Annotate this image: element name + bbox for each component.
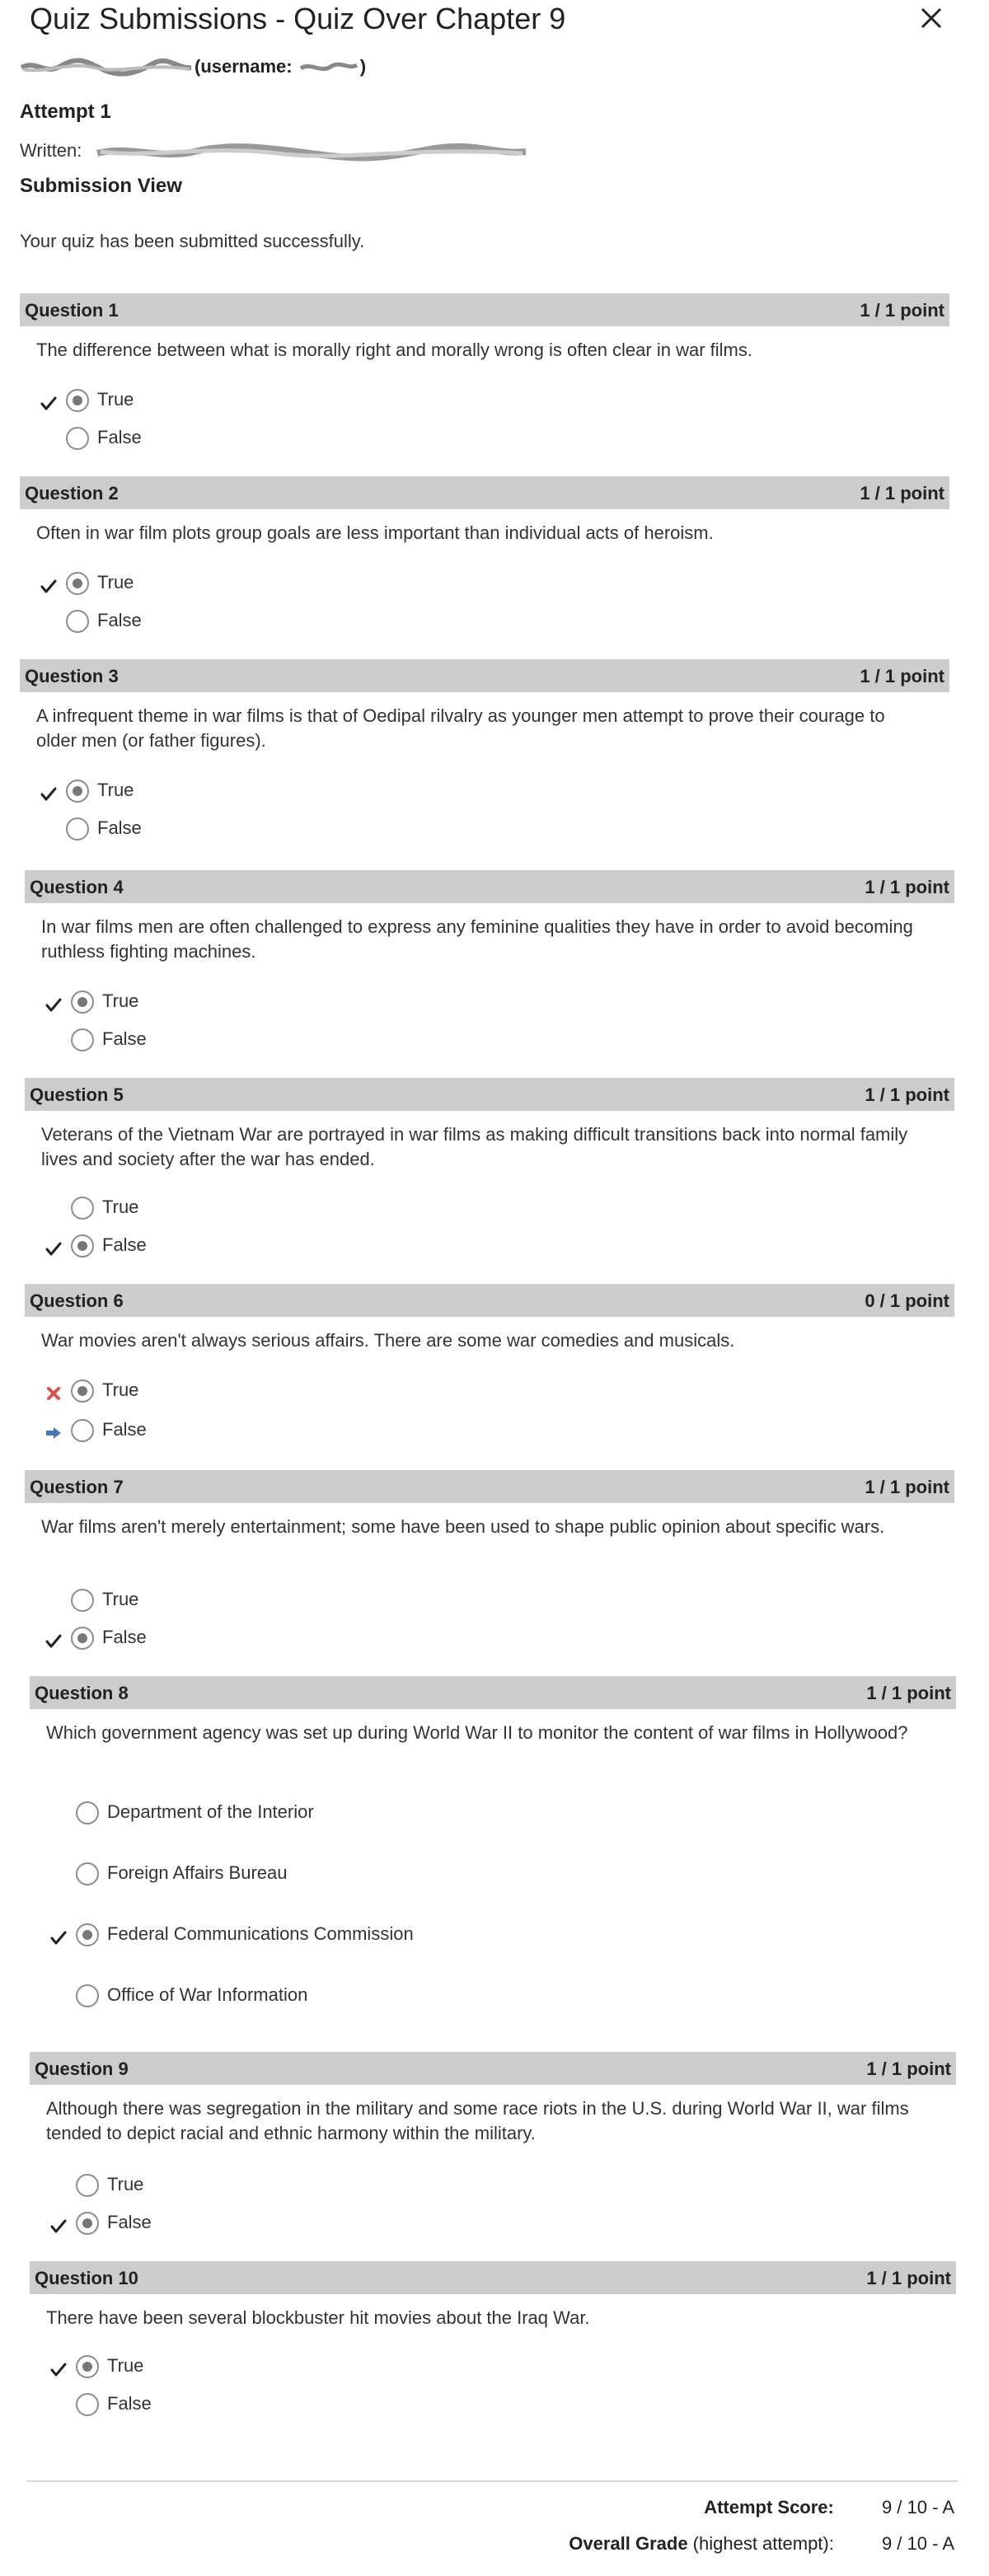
radio-unselected[interactable]: [71, 1197, 94, 1220]
question-block: [25, 1470, 954, 1539]
answer-option-label: Office of War Information: [107, 1984, 308, 2005]
answer-option-label: True: [102, 991, 139, 1011]
answer-option-label: False: [102, 1234, 147, 1255]
redacted-written: [96, 142, 527, 163]
question-title: Question 2: [25, 483, 119, 503]
radio-selected[interactable]: [76, 1923, 99, 1946]
question-text: War films aren't merely entertainment; some have been used to shape public opinion about specific wars.: [41, 1516, 885, 1537]
question-header: [20, 659, 949, 692]
question-header: [25, 1284, 954, 1317]
question-block: [20, 659, 949, 753]
answer-option[interactable]: [66, 570, 643, 597]
question-points: 1 / 1 point: [865, 1477, 949, 1497]
answer-option-label: Federal Communications Commission: [107, 1923, 414, 1944]
answer-option[interactable]: [76, 1983, 653, 2009]
page-title: Quiz Submissions - Quiz Over Chapter 9: [30, 2, 566, 35]
attempt-score-label: Attempt Score:: [704, 2497, 834, 2517]
question-title: Question 6: [30, 1290, 124, 1311]
answer-option-label: False: [97, 817, 142, 838]
question-header: [20, 293, 949, 326]
submission-view-title: Submission View: [20, 175, 182, 197]
checkmark-icon: [45, 995, 63, 1014]
question-text: In war films men are often challenged to express any feminine qualities they have in order to avoid becoming ruthless fighting machines.: [41, 916, 913, 962]
answer-option[interactable]: [66, 425, 643, 452]
radio-selected[interactable]: [71, 991, 94, 1014]
answer-option[interactable]: [71, 1587, 648, 1614]
redacted-name: [20, 58, 193, 77]
radio-selected[interactable]: [66, 780, 89, 803]
question-block: [30, 2261, 956, 2330]
radio-unselected[interactable]: [71, 1419, 94, 1442]
checkmark-icon: [49, 1928, 68, 1946]
checkmark-icon: [49, 2360, 68, 2378]
question-points: 0 / 1 point: [865, 1290, 949, 1311]
checkmark-icon: [40, 785, 58, 803]
question-block: [25, 870, 954, 964]
redacted-username: [299, 60, 359, 75]
answer-option-label: True: [102, 1379, 139, 1400]
checkmark-icon: [45, 1239, 63, 1258]
question-block: [25, 1284, 954, 1353]
overall-grade-note: (highest attempt):: [687, 2533, 834, 2554]
radio-selected[interactable]: [76, 2355, 99, 2378]
answer-option[interactable]: [76, 1922, 653, 1948]
question-text: Which government agency was set up during World War II to monitor the content of war films in Hollywood?: [46, 1722, 908, 1743]
radio-unselected[interactable]: [76, 1984, 99, 2007]
question-points: 1 / 1 point: [865, 877, 949, 897]
question-title: Question 7: [30, 1477, 124, 1497]
answer-option[interactable]: [71, 1625, 648, 1651]
radio-selected[interactable]: [71, 1379, 94, 1403]
answer-option[interactable]: [66, 387, 643, 414]
attempt-label: Attempt 1: [20, 101, 111, 123]
answer-option-label: False: [107, 2393, 152, 2414]
attempt-score-value: 9 / 10 - A: [881, 2497, 954, 2517]
answer-option[interactable]: [76, 2210, 653, 2236]
radio-unselected[interactable]: [76, 2174, 99, 2197]
question-title: Question 3: [25, 666, 119, 686]
answer-option[interactable]: [71, 1195, 648, 1221]
question-block: [25, 1078, 954, 1172]
radio-unselected[interactable]: [66, 610, 89, 633]
answer-option-label: True: [97, 780, 134, 800]
question-points: 1 / 1 point: [866, 1683, 951, 1703]
checkmark-icon: [40, 577, 58, 595]
question-header: [30, 1676, 956, 1709]
checkmark-icon: [45, 1632, 63, 1650]
question-header: [25, 1078, 954, 1111]
summary-divider: [26, 2480, 958, 2482]
question-points: 1 / 1 point: [860, 483, 944, 503]
x-mark-icon: [45, 1384, 63, 1403]
radio-selected[interactable]: [66, 572, 89, 595]
answer-option-label: False: [102, 1627, 147, 1647]
question-header: [25, 1470, 954, 1503]
question-header: [30, 2052, 956, 2085]
question-text: Veterans of the Vietnam War are portrayed in war films as making difficult transitions back into normal family lives and society after the war has ended.: [41, 1124, 908, 1169]
answer-option[interactable]: [76, 2354, 653, 2380]
radio-unselected[interactable]: [71, 1028, 94, 1051]
answer-option-label: Department of the Interior: [107, 1801, 314, 1822]
question-header: [30, 2261, 956, 2294]
answer-option[interactable]: [71, 1417, 648, 1444]
answer-option[interactable]: [66, 816, 643, 842]
checkmark-icon: [49, 2217, 68, 2235]
radio-selected[interactable]: [76, 2212, 99, 2235]
overall-grade-label: Overall Grade: [569, 2533, 688, 2554]
overall-grade-value: 9 / 10 - A: [881, 2533, 954, 2554]
question-block: [20, 293, 949, 363]
answer-option[interactable]: [66, 608, 643, 635]
question-title: Question 10: [35, 2268, 138, 2288]
question-text: A infrequent theme in war films is that of Oedipal rilvalry as younger men attempt to prove their courage to older men (or father figures).: [36, 705, 885, 751]
arrow-right-icon: [45, 1424, 63, 1442]
answer-option-label: False: [107, 2212, 152, 2232]
answer-option[interactable]: [76, 2391, 653, 2418]
question-title: Question 1: [25, 300, 119, 321]
question-title: Question 4: [30, 877, 124, 897]
radio-unselected[interactable]: [71, 1589, 94, 1612]
question-text: There have been several blockbuster hit movies about the Iraq War.: [46, 2307, 590, 2328]
radio-unselected[interactable]: [66, 427, 89, 450]
answer-option[interactable]: [76, 1861, 653, 1887]
answer-option[interactable]: [76, 1800, 653, 1826]
radio-selected[interactable]: [71, 1627, 94, 1650]
question-text: Often in war film plots group goals are less important than individual acts of heroism.: [36, 522, 714, 543]
question-title: Question 5: [30, 1084, 124, 1105]
written-label: Written:: [20, 140, 82, 161]
radio-unselected[interactable]: [76, 1801, 99, 1824]
question-block: [20, 476, 949, 546]
username-label: (username: ): [195, 56, 367, 77]
answer-option-label: False: [97, 610, 142, 630]
question-points: 1 / 1 point: [865, 1084, 949, 1105]
question-text: The difference between what is morally right and morally wrong is often clear in war films.: [36, 340, 752, 360]
answer-option-label: True: [97, 389, 134, 410]
radio-selected[interactable]: [66, 389, 89, 412]
answer-option-label: False: [102, 1419, 147, 1440]
success-message: Your quiz has been submitted successfully.: [20, 231, 365, 251]
answer-option-label: True: [97, 572, 134, 592]
answer-option[interactable]: [71, 1027, 648, 1053]
answer-option[interactable]: [76, 2172, 653, 2199]
radio-unselected[interactable]: [66, 817, 89, 841]
attempt-score-row: [704, 2497, 954, 2518]
question-header: [25, 870, 954, 903]
question-text: War movies aren't always serious affairs. There are some war comedies and musicals.: [41, 1330, 735, 1351]
close-button[interactable]: [913, 0, 949, 36]
question-title: Question 9: [35, 2058, 129, 2079]
radio-unselected[interactable]: [76, 1862, 99, 1885]
question-block: [30, 2052, 956, 2146]
answer-option-label: True: [107, 2174, 144, 2194]
answer-option-label: True: [102, 1589, 139, 1609]
answer-option[interactable]: [71, 1233, 648, 1259]
checkmark-icon: [40, 394, 58, 412]
answer-option[interactable]: [71, 989, 648, 1015]
question-text: Although there was segregation in the military and some race riots in the U.S. during World War II, war films tended to depict racial and ethnic harmony within the military.: [46, 2098, 909, 2143]
radio-unselected[interactable]: [76, 2393, 99, 2416]
radio-selected[interactable]: [71, 1234, 94, 1258]
question-block: [30, 1676, 956, 1745]
answer-option-label: False: [102, 1028, 147, 1049]
answer-option[interactable]: [66, 778, 643, 804]
answer-option-label: Foreign Affairs Bureau: [107, 1862, 288, 1883]
question-title: Question 8: [35, 1683, 129, 1703]
question-header: [20, 476, 949, 509]
question-points: 1 / 1 point: [860, 300, 944, 321]
answer-option-label: True: [102, 1197, 139, 1217]
answer-option-label: False: [97, 427, 142, 447]
question-points: 1 / 1 point: [860, 666, 944, 686]
question-points: 1 / 1 point: [866, 2058, 951, 2079]
question-points: 1 / 1 point: [866, 2268, 951, 2288]
overall-grade-row: [569, 2533, 954, 2555]
answer-option[interactable]: [71, 1378, 648, 1404]
close-icon[interactable]: [913, 0, 949, 36]
answer-option-label: True: [107, 2355, 144, 2376]
